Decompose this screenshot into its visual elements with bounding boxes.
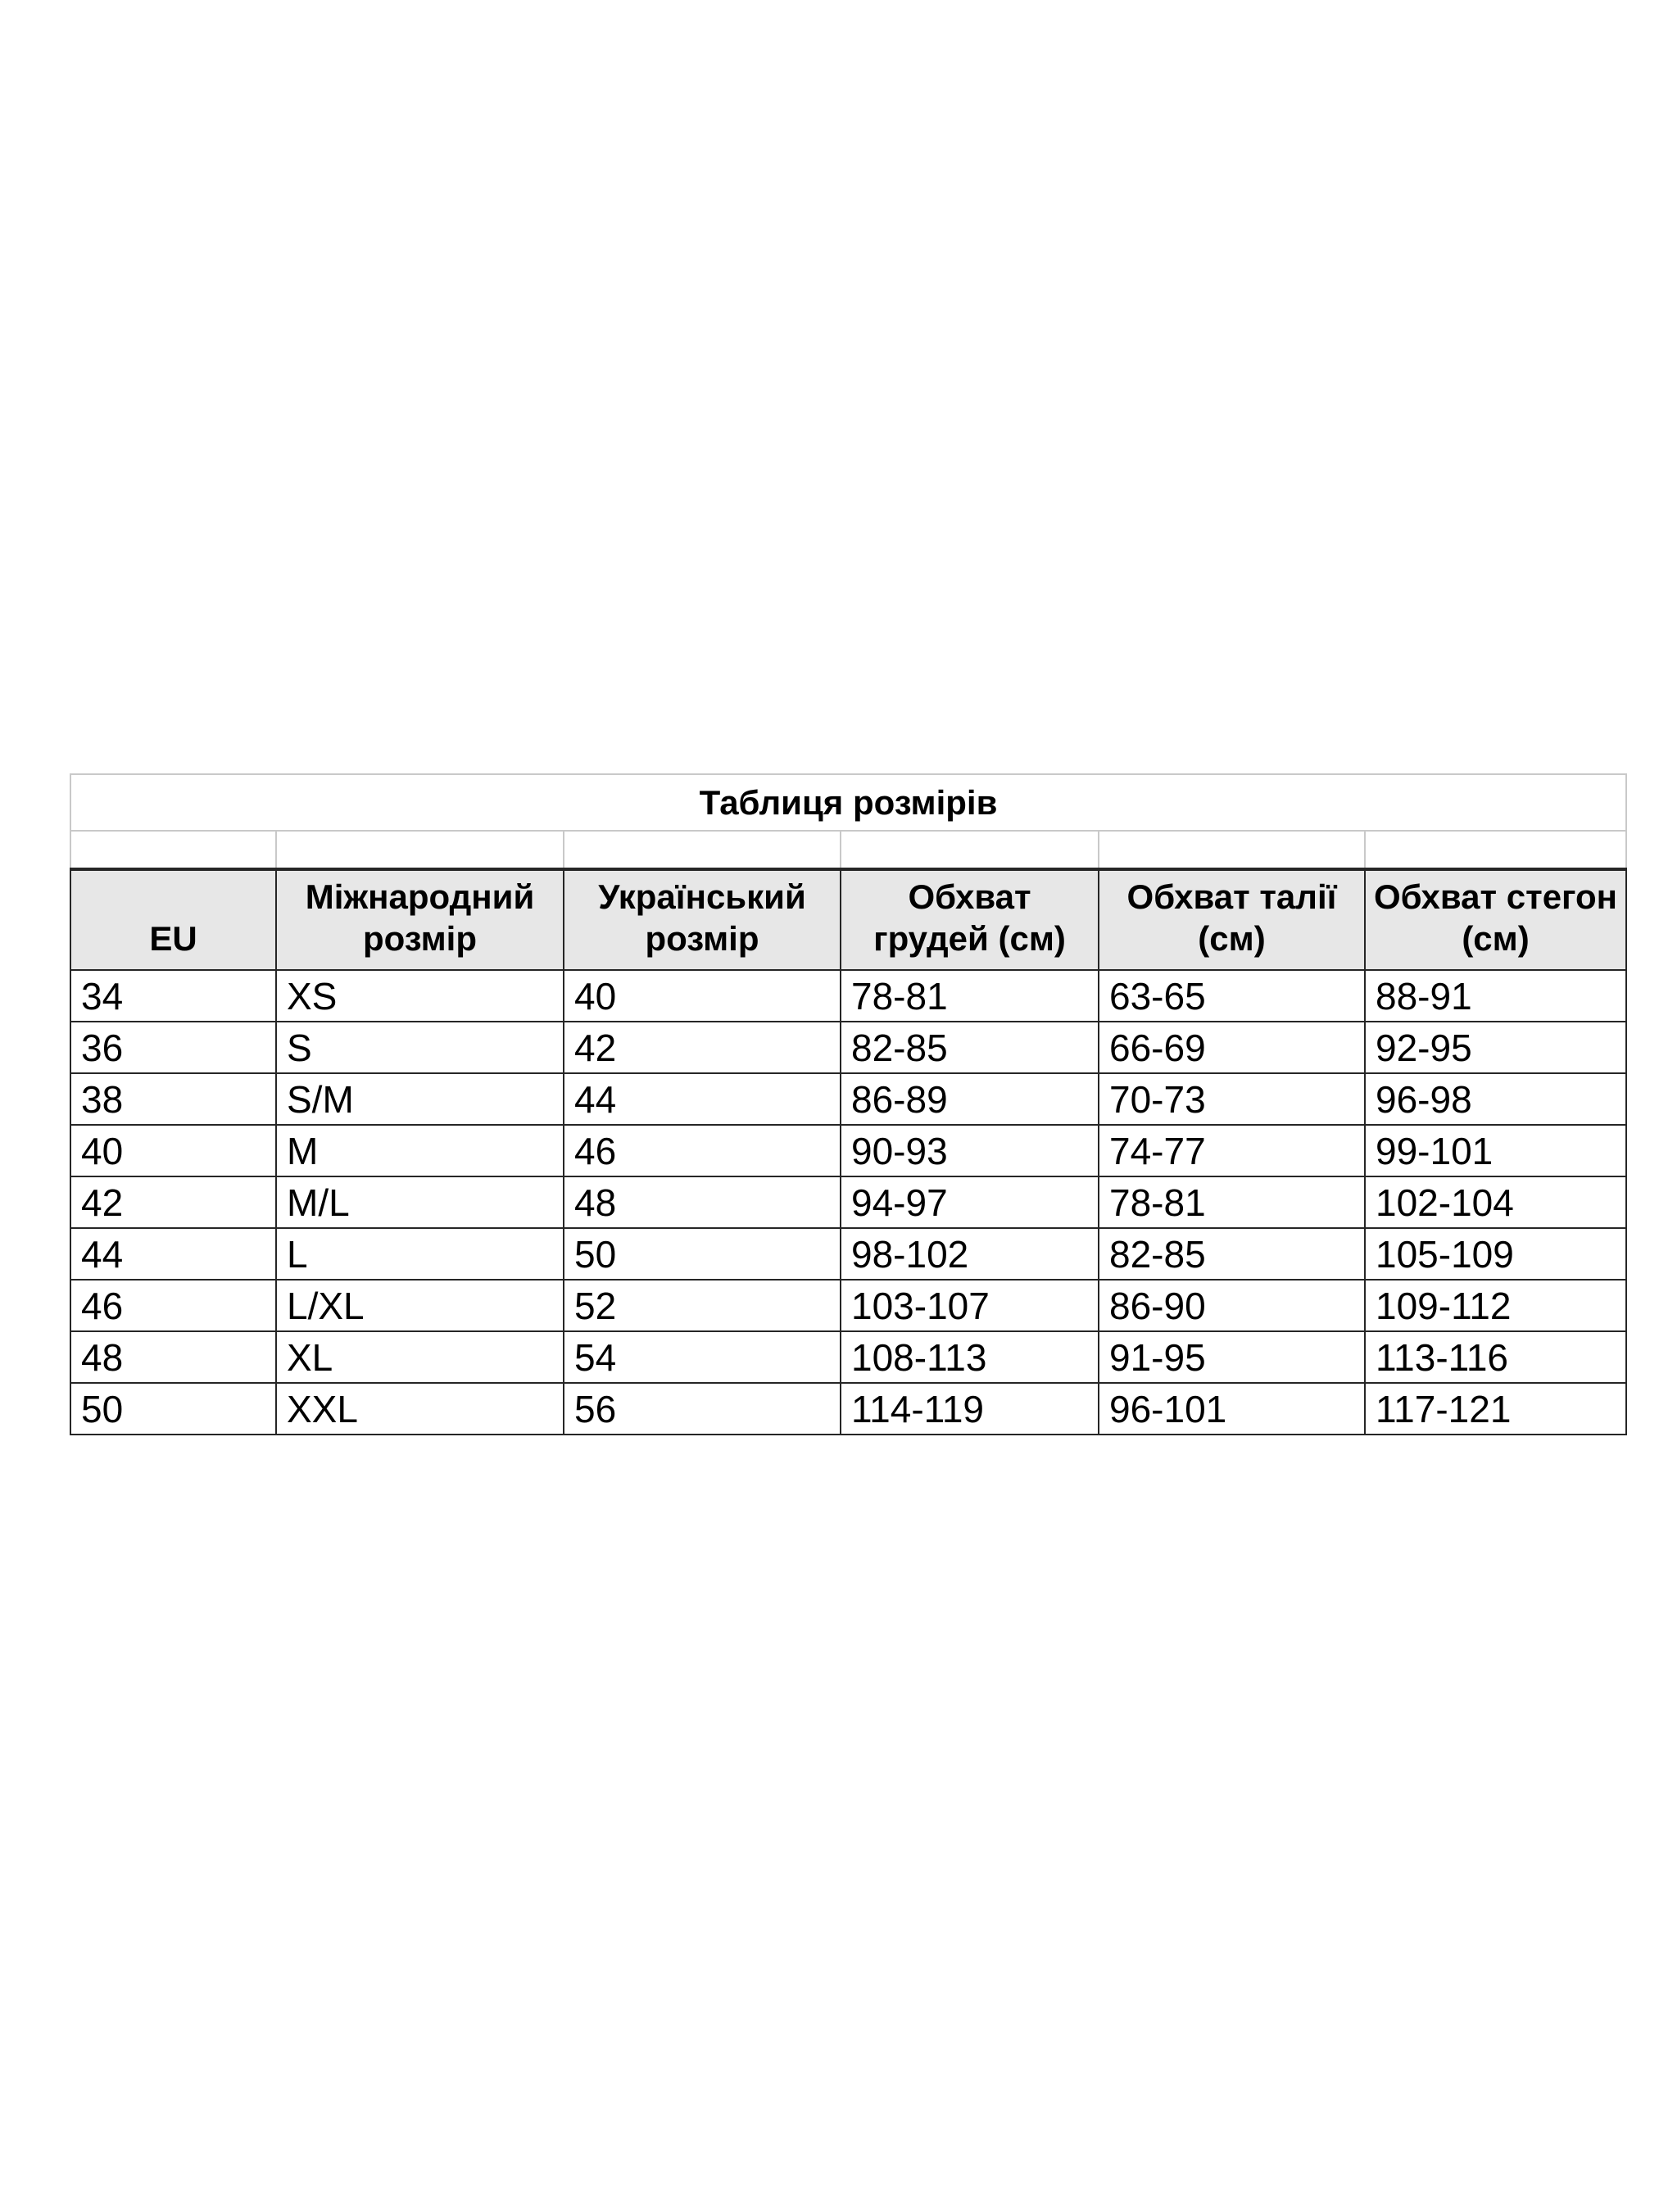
cell-international-size: L/XL bbox=[276, 1280, 564, 1331]
cell-hips-cm: 102-104 bbox=[1365, 1176, 1626, 1228]
size-row bbox=[70, 1022, 1626, 1073]
table-title: Таблиця розмірів bbox=[70, 774, 1626, 831]
cell-chest-cm: 98-102 bbox=[841, 1228, 1099, 1280]
cell-eu: 48 bbox=[70, 1331, 276, 1383]
cell-chest-cm: 86-89 bbox=[841, 1073, 1099, 1125]
cell-waist-cm: 74-77 bbox=[1099, 1125, 1365, 1176]
cell-eu: 46 bbox=[70, 1280, 276, 1331]
cell-chest-cm: 94-97 bbox=[841, 1176, 1099, 1228]
cell-hips-cm: 117-121 bbox=[1365, 1383, 1626, 1435]
header-row bbox=[70, 869, 1626, 970]
cell-international-size: XS bbox=[276, 970, 564, 1022]
cell-waist-cm: 78-81 bbox=[1099, 1176, 1365, 1228]
cell-international-size: M bbox=[276, 1125, 564, 1176]
cell-eu: 50 bbox=[70, 1383, 276, 1435]
cell-ukrainian-size: 44 bbox=[564, 1073, 841, 1125]
spacer-cell bbox=[1099, 831, 1365, 869]
cell-hips-cm: 88-91 bbox=[1365, 970, 1626, 1022]
spacer-cell bbox=[841, 831, 1099, 869]
size-row bbox=[70, 1125, 1626, 1176]
cell-ukrainian-size: 56 bbox=[564, 1383, 841, 1435]
cell-hips-cm: 105-109 bbox=[1365, 1228, 1626, 1280]
cell-international-size: S/M bbox=[276, 1073, 564, 1125]
cell-eu: 34 bbox=[70, 970, 276, 1022]
cell-waist-cm: 91-95 bbox=[1099, 1331, 1365, 1383]
cell-eu: 42 bbox=[70, 1176, 276, 1228]
column-header-ukrainian-size: Український розмір bbox=[564, 869, 841, 970]
cell-ukrainian-size: 48 bbox=[564, 1176, 841, 1228]
cell-hips-cm: 99-101 bbox=[1365, 1125, 1626, 1176]
cell-ukrainian-size: 42 bbox=[564, 1022, 841, 1073]
size-row bbox=[70, 1176, 1626, 1228]
cell-eu: 38 bbox=[70, 1073, 276, 1125]
size-row bbox=[70, 1383, 1626, 1435]
table-title-row bbox=[70, 774, 1626, 831]
cell-ukrainian-size: 46 bbox=[564, 1125, 841, 1176]
size-table bbox=[70, 773, 1627, 1435]
spacer-cell bbox=[564, 831, 841, 869]
spacer-row bbox=[70, 831, 1626, 869]
cell-waist-cm: 96-101 bbox=[1099, 1383, 1365, 1435]
size-row bbox=[70, 1331, 1626, 1383]
cell-international-size: L bbox=[276, 1228, 564, 1280]
cell-international-size: S bbox=[276, 1022, 564, 1073]
cell-ukrainian-size: 54 bbox=[564, 1331, 841, 1383]
cell-hips-cm: 92-95 bbox=[1365, 1022, 1626, 1073]
cell-ukrainian-size: 40 bbox=[564, 970, 841, 1022]
cell-eu: 36 bbox=[70, 1022, 276, 1073]
spacer-cell bbox=[1365, 831, 1626, 869]
cell-chest-cm: 78-81 bbox=[841, 970, 1099, 1022]
cell-hips-cm: 109-112 bbox=[1365, 1280, 1626, 1331]
cell-ukrainian-size: 52 bbox=[564, 1280, 841, 1331]
cell-chest-cm: 114-119 bbox=[841, 1383, 1099, 1435]
spacer-cell bbox=[276, 831, 564, 869]
size-row bbox=[70, 1280, 1626, 1331]
size-row bbox=[70, 1228, 1626, 1280]
cell-chest-cm: 82-85 bbox=[841, 1022, 1099, 1073]
column-header-waist-cm: Обхват талії (см) bbox=[1099, 869, 1365, 970]
cell-waist-cm: 70-73 bbox=[1099, 1073, 1365, 1125]
cell-international-size: M/L bbox=[276, 1176, 564, 1228]
size-row bbox=[70, 970, 1626, 1022]
cell-hips-cm: 113-116 bbox=[1365, 1331, 1626, 1383]
cell-eu: 44 bbox=[70, 1228, 276, 1280]
column-header-chest-cm: Обхват грудей (см) bbox=[841, 869, 1099, 970]
column-header-international-size: Міжнародний розмір bbox=[276, 869, 564, 970]
cell-waist-cm: 66-69 bbox=[1099, 1022, 1365, 1073]
cell-ukrainian-size: 50 bbox=[564, 1228, 841, 1280]
cell-international-size: XXL bbox=[276, 1383, 564, 1435]
cell-hips-cm: 96-98 bbox=[1365, 1073, 1626, 1125]
cell-international-size: XL bbox=[276, 1331, 564, 1383]
spacer-cell bbox=[70, 831, 276, 869]
column-header-eu: EU bbox=[70, 869, 276, 970]
cell-waist-cm: 63-65 bbox=[1099, 970, 1365, 1022]
cell-eu: 40 bbox=[70, 1125, 276, 1176]
cell-chest-cm: 90-93 bbox=[841, 1125, 1099, 1176]
cell-chest-cm: 108-113 bbox=[841, 1331, 1099, 1383]
cell-chest-cm: 103-107 bbox=[841, 1280, 1099, 1331]
size-row bbox=[70, 1073, 1626, 1125]
column-header-hips-cm: Обхват стегон (см) bbox=[1365, 869, 1626, 970]
cell-waist-cm: 82-85 bbox=[1099, 1228, 1365, 1280]
cell-waist-cm: 86-90 bbox=[1099, 1280, 1365, 1331]
